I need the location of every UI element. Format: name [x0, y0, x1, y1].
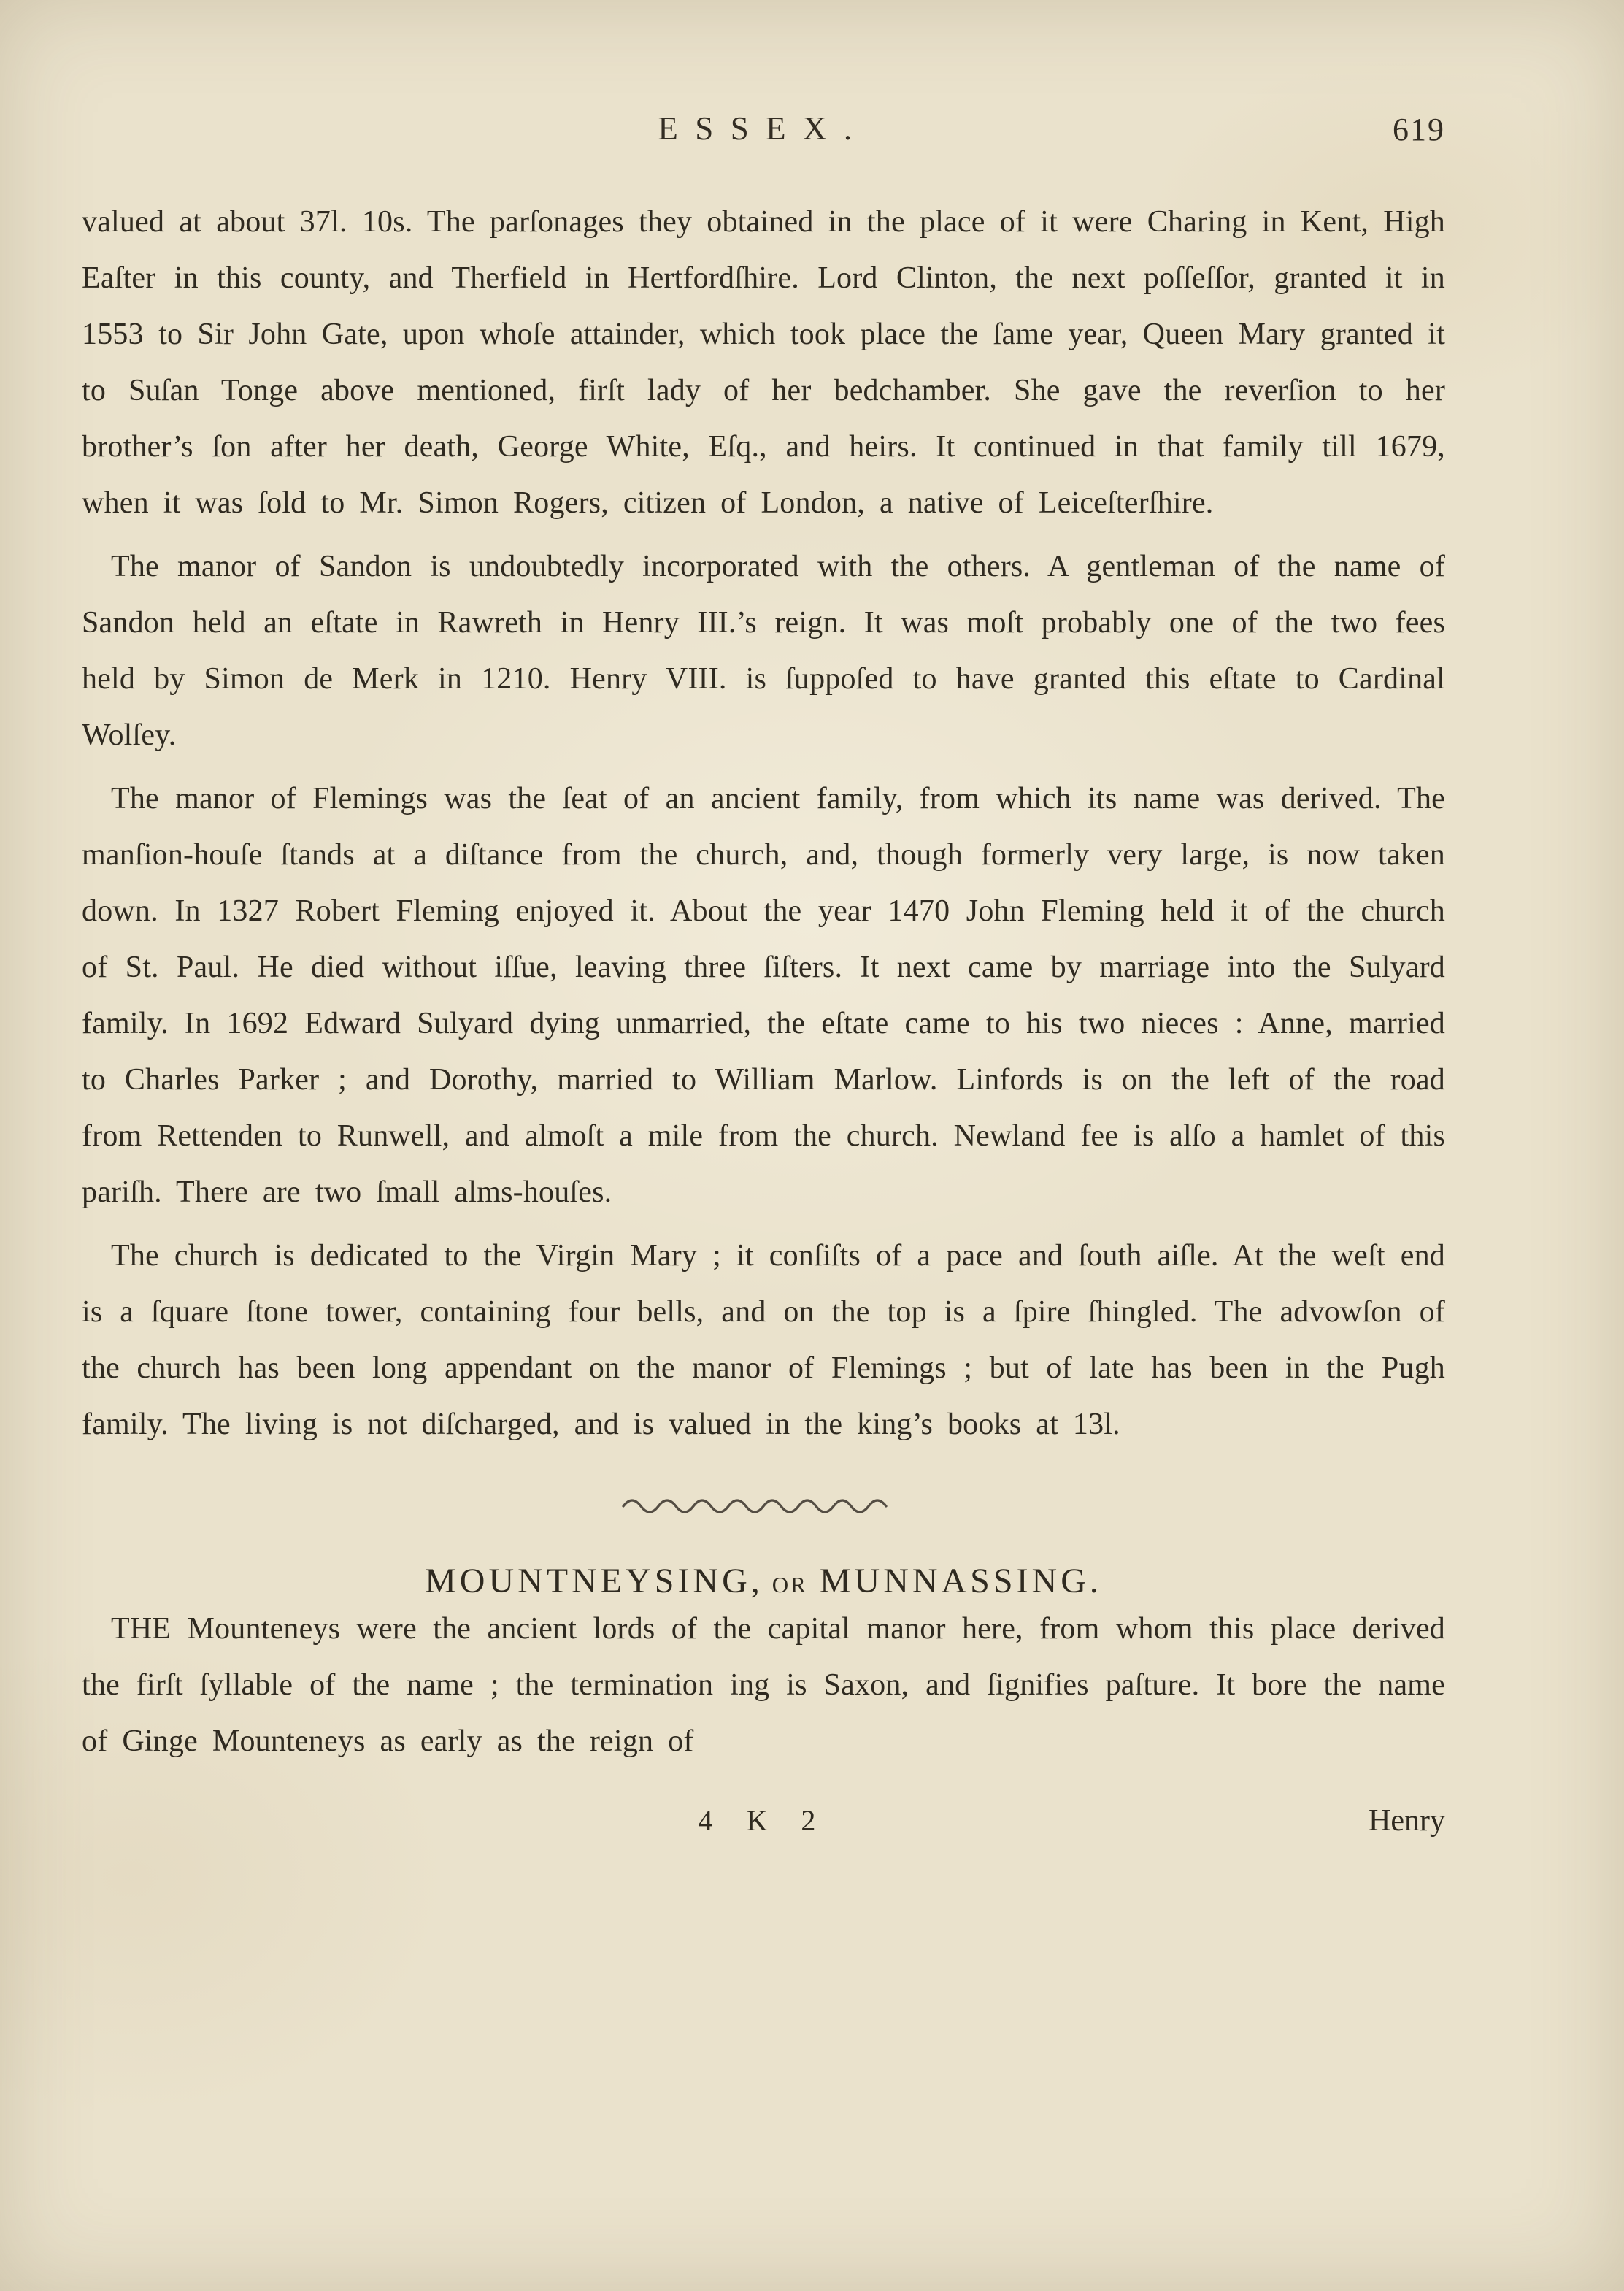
body-paragraph: The church is dedicated to the Virgin Mary ; it conſiſts of a pace and ſouth aiſle. At the weſt end is a ſquare ſtone tower, containing four bells, and on the top is a ſpire ſhingled. The advowſon of the church has been long appendant on the manor of Flemings ; but of late has been in the Pugh family. The living is not diſcharged, and is valued in the king’s books at 13l.: [82, 1239, 1445, 1441]
running-title: ESSEX.: [658, 110, 869, 147]
body-paragraph: The manor of Sandon is undoubtedly incorporated with the others. A gentleman of the name of Sandon held an eſtate in Rawreth in Henry III.’s reign. It was moſt probably one of the two fees held by Simon de Merk in 1210. Henry VIII. is ſuppoſed to have granted this eſtate to Cardinal Wolſey.: [82, 550, 1445, 752]
signature-mark: 4 K 2: [698, 1804, 829, 1837]
catchword: Henry: [1369, 1804, 1445, 1838]
body-paragraph: The manor of Flemings was the ſeat of an ancient family, from which its name was derived. The manſion-houſe ſtands at a diſtance from the church, and, though formerly very large, is now taken down. In 1327 Robert Fleming enjoyed it. About the year 1470 John Fleming held it of the church of St. Paul. He died without iſſue, leaving three ſiſters. It next came by marriage into the Sulyard family. In 1692 Edward Sulyard dying unmarried, the eſtate came to his two nieces : Anne, married to Charles Parker ; and Dorothy, married to William Marlow. Linfords is on the left of the road from Rettenden to Runwell, and almoſt a mile from the church. Newland fee is alſo a hamlet of this pariſh. There are two ſmall alms-houſes.: [82, 782, 1445, 1209]
ornament-divider: [82, 1495, 1445, 1514]
squiggle-divider-icon: [617, 1495, 909, 1514]
section-heading-name2: MUNNASSING.: [819, 1562, 1102, 1600]
page-footer: [82, 1803, 1445, 1838]
page-number: 619: [1393, 112, 1445, 147]
section-heading-or: OR: [771, 1572, 808, 1597]
section-paragraph: THE Mounteneys were the ancient lords of the capital manor here, from whom this place derived the firſt ſyllable of the name ; the termination ing is Saxon, and ſignifies paſture. It bore the name of Ginge Mounteneys as early as the reign of: [82, 1612, 1445, 1758]
section-heading: [82, 1561, 1445, 1601]
page-header: [82, 110, 1445, 156]
body-paragraph: valued at about 37l. 10s. The parſonages they obtained in the place of it were Charing in Kent, High Eaſter in this county, and Therfield in Hertfordſhire. Lord Clinton, the next poſſeſſor, granted it in 1553 to Sir John Gate, upon whoſe attainder, which took place the ſame year, Queen Mary granted it to Suſan Tonge above mentioned, firſt lady of her bedchamber. She gave the reverſion to her brother’s ſon after her death, George White, Eſq., and heirs. It continued in that family till 1679, when it was ſold to Mr. Simon Rogers, citizen of London, a native of Leiceſterſhire.: [82, 205, 1445, 520]
section-heading-name1: MOUNTNEYSING,: [425, 1562, 763, 1600]
